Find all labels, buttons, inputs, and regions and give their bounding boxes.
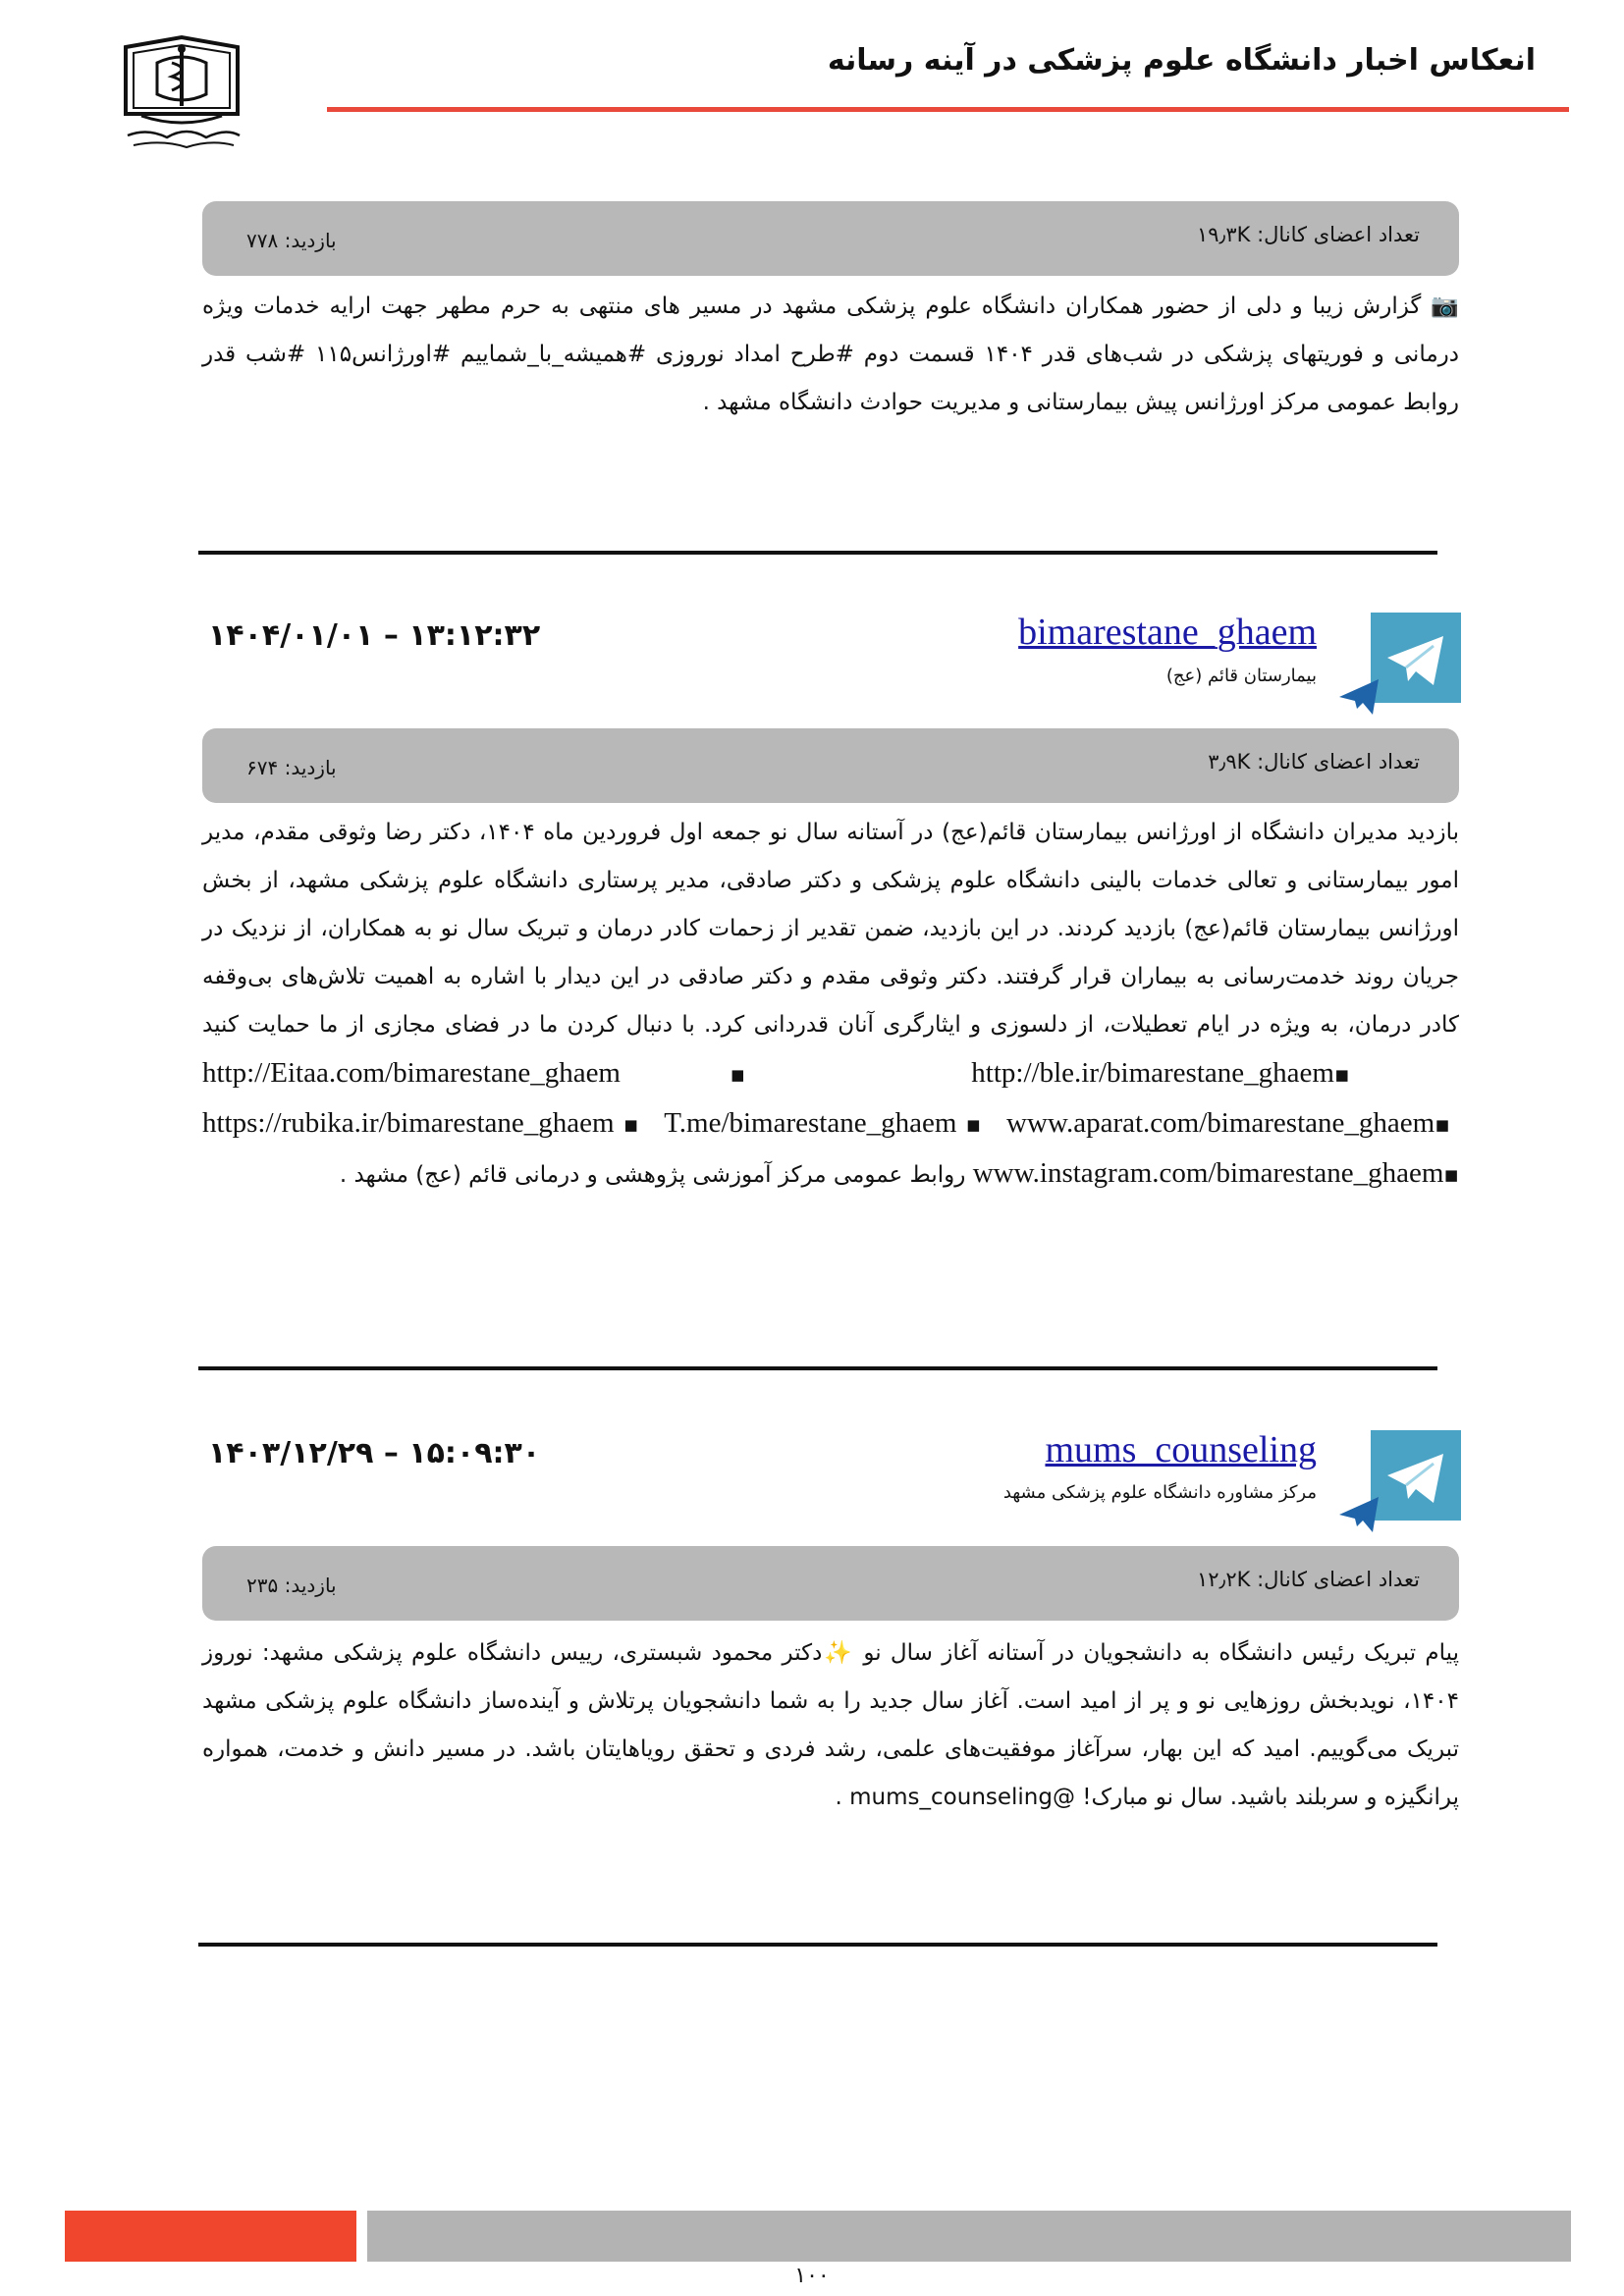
post-2-channel-link[interactable]: bimarestane_ghaem bbox=[1018, 612, 1317, 653]
post-3-channel-subtitle: مرکز مشاوره دانشگاه علوم پزشکی مشهد bbox=[1002, 1482, 1317, 1503]
link-aparat[interactable]: www.aparat.com/bimarestane_ghaem bbox=[1006, 1107, 1435, 1139]
post-2-view-count: بازدید: ۶۷۴ bbox=[246, 756, 337, 779]
header-divider bbox=[327, 107, 1569, 112]
post-3-datetime: ۱۴۰۳/۱۲/۲۹ – ۱۵:۰۹:۳۰ bbox=[208, 1436, 541, 1470]
post-2-closing: روابط عمومی مرکز آموزشی پژوهشی و درمانی قائم (عج) مشهد . bbox=[339, 1162, 966, 1188]
post-3-view-count: بازدید: ۲۳۵ bbox=[246, 1574, 337, 1597]
university-logo bbox=[118, 33, 245, 163]
post-divider bbox=[198, 1943, 1437, 1947]
footer-bar bbox=[367, 2211, 1571, 2262]
post-2-text bbox=[202, 809, 1459, 1200]
post-2-body: بازدید مدیران دانشگاه از اورژانس بیمارستان قائم(عج) در آستانه سال نو جمعه اول فروردین ماه ۱۴۰۴، دکتر رضا وثوقی مقدم، مدیر امور بیمارستانی و تعالی خدمات بالینی دانشگاه علوم پزشکی و دکتر صادقی، مدیر پرستاری دانشگاه علوم پزشکی مشهد، از بخش اورژانس بیمارستان قائم(عج) بازدید کردند. در این بازدید، ضمن تقدیر از زحمات کادر درمان و تبریک سال نو به همکاران، از نزدیک در جریان روند خدمت‌رسانی به بیماران قرار گرفتند. دکتر وثوقی مقدم و دکتر صادقی در این دیدار با اشاره به اهمیت تلاش‌های بی‌وقفه کادر درمان، به ویژه در ایام تعطیلات، از دلسوزی و ایثارگری آنان قدردانی کرد. با دنبال کردن ما در فضای مجازی از ما حمایت کنید bbox=[202, 820, 1459, 1038]
link-rubika[interactable]: https://rubika.ir/bimarestane_ghaem bbox=[202, 1107, 615, 1139]
telegram-icon bbox=[1339, 613, 1461, 721]
post-2-channel-members: تعداد اعضای کانال: ۳٫۹K bbox=[1208, 750, 1420, 774]
post-1-paragraph: 📷 گزارش زیبا و دلی از حضور همکاران دانشگاه علوم پزشکی مشهد در مسیر های منتهی به حرم مطهر جهت ارایه خدمات ویژه درمانی و فوریتهای پزشکی در شب‌های قدر ۱۴۰۴ قسمت دوم #طرح امداد نوروزی #همیشه_با_شماییم #اورژانس۱۱۵ #شب قدر روابط عمومی مرکز اورژانس پیش بیمارستانی و مدیریت حوادث دانشگاه مشهد . bbox=[202, 294, 1459, 415]
post-2-paragraph: بازدید مدیران دانشگاه از اورژانس بیمارستان قائم(عج) در آستانه سال نو جمعه اول فروردین ماه ۱۴۰۴، دکتر رضا وثوقی مقدم، مدیر امور بیمارستانی و تعالی خدمات بالینی دانشگاه علوم پزشکی و دکتر صادقی، مدیر پرستاری دانشگاه علوم پزشکی مشهد، از بخش اورژانس بیمارستان قائم(عج) بازدید کردند. در این بازدید، ضمن تقدیر از زحمات کادر درمان و تبریک سال نو به همکاران، از نزدیک در جریان روند خدمت‌رسانی به بیماران قرار گرفتند. دکتر وثوقی مقدم و دکتر صادقی در این دیدار با اشاره به اهمیت تلاش‌های بی‌وقفه کادر درمان، به ویژه در ایام تعطیلات، از دلسوزی و ایثارگری آنان قدردانی کرد. با دنبال کردن ما در فضای مجازی از ما حمایت کنید ▪http://ble.ir/bimarestane_ghaem ▪http://Eitaa.com/bimarestane_ghaem ▪www.aparat.com/bimarestane_ghaem ▪T.me/bimarestane_ghaem ▪https://rubika.ir/bimarestane_ghaem ▪www.instagram.com/bimarestane_ghaem روابط عمومی مرکز آموزشی پژوهشی و درمانی قائم (عج) مشهد . bbox=[202, 820, 1460, 1189]
post-2-stats-bar bbox=[202, 728, 1459, 803]
page-number: ۱۰۰ bbox=[794, 2264, 830, 2288]
post-3-channel-members: تعداد اعضای کانال: ۱۲٫۲K bbox=[1196, 1568, 1420, 1591]
post-3-paragraph: پیام تبریک رئیس دانشگاه به دانشجویان در آستانه آغاز سال نو ✨دکتر محمود شبستری، رییس دانشگاه علوم پزشکی مشهد: نوروز ۱۴۰۴، نویدبخش روزهایی نو و پر از امید است. آغاز سال جدید را به شما دانشجویان پرتلاش و آینده‌ساز دانشگاه علوم پزشکی مشهد تبریک می‌گوییم. امید که این بهار، سرآغاز موفقیت‌های علمی، رشد فردی و تحقق رویاهایتان باشد. در مسیر دانش و خدمت، همواره پرانگیزه و سربلند باشید. سال نو مبارک! @mums_counseling . bbox=[202, 1640, 1459, 1810]
post-3-channel-link[interactable]: mums_counseling bbox=[1045, 1429, 1317, 1470]
post-divider bbox=[198, 1366, 1437, 1370]
post-1-view-count: بازدید: ۷۷۸ bbox=[246, 229, 337, 252]
post-1-text bbox=[202, 283, 1459, 427]
footer-accent-bar bbox=[65, 2211, 356, 2262]
link-instagram[interactable]: www.instagram.com/bimarestane_ghaem bbox=[972, 1157, 1444, 1189]
post-1-channel-members: تعداد اعضای کانال: ۱۹٫۳K bbox=[1196, 223, 1420, 246]
post-3-text bbox=[202, 1629, 1459, 1822]
post-2-channel-subtitle: بیمارستان قائم (عج) bbox=[1165, 666, 1317, 686]
post-1-stats-bar bbox=[202, 201, 1459, 276]
link-eitaa[interactable]: http://Eitaa.com/bimarestane_ghaem bbox=[202, 1057, 621, 1089]
page-header-title: انعکاس اخبار دانشگاه علوم پزشکی در آینه رسانه bbox=[827, 43, 1536, 78]
link-telegram[interactable]: T.me/bimarestane_ghaem bbox=[664, 1107, 957, 1139]
post-3-stats-bar bbox=[202, 1546, 1459, 1621]
post-divider bbox=[198, 551, 1437, 555]
link-bale[interactable]: http://ble.ir/bimarestane_ghaem bbox=[971, 1057, 1334, 1089]
telegram-icon bbox=[1339, 1430, 1461, 1538]
post-2-datetime: ۱۴۰۴/۰۱/۰۱ – ۱۳:۱۲:۳۲ bbox=[208, 618, 541, 653]
